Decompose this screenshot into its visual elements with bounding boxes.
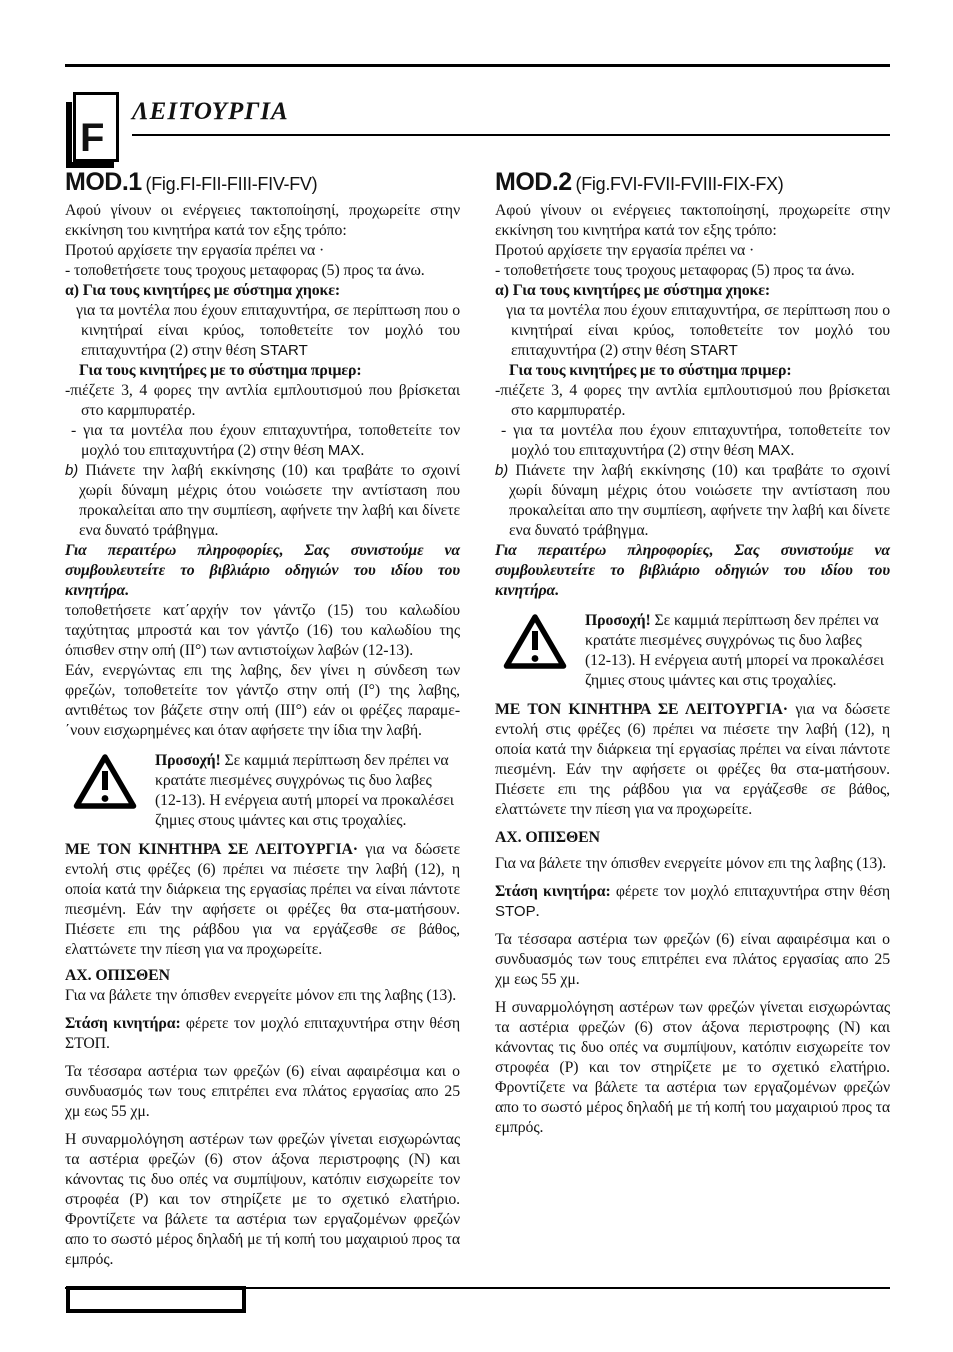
warning-lead: Προσοχή! [155, 752, 221, 769]
stop-label: STOP [495, 903, 536, 920]
footer-box [66, 1286, 246, 1313]
mod1-title: MOD.1 [65, 168, 142, 196]
text: για να δώσετε εντολή στις φρέζες (6) πρέπει να πιέσετε την λαβή (12), η οποία κατά την διάρκεια τηί εργασίας πρέπει να είναι πάντοτε πιεσμένη. Εάν την αφήσετε οι φρέζες θα στα-ματήσουν. Πιέσετε επι της ράβδου για να εργάζεσθε σε βάθος, ελαττώνετε την πίεση για να προχωρείτε. [495, 701, 890, 818]
text: . [790, 442, 795, 459]
max-label: MAX [327, 442, 361, 459]
list-item: -πιέζετε 3, 4 φορες την αντλία εμπλουτισμού που βρίσκεται στο καρμπυρατέρ. [495, 382, 890, 419]
start-label: START [690, 342, 738, 359]
paragraph: Προτού αρχίσετε την εργασία πρέπει να · [65, 242, 325, 259]
paragraph: Τα τέσσαρα αστέρια των φρεζών (6) είναι αφαιρέσιμα και ο συνδυασμός των τους επιτρέπει ενα πλάτος εργασίας απο 25 χμ εως 55 χμ. [65, 1063, 460, 1120]
list-item-b [65, 461, 460, 541]
mod2-figure-refs: (Fig.FVI-FVII-FVIII-FIX-FX) [575, 174, 784, 194]
paragraph: Για να βάλετε την όπισθεν ενεργείτε μόνον επι της λαβης (13). [495, 855, 887, 872]
top-rule [65, 64, 890, 67]
item-marker: b) [495, 462, 509, 479]
paragraph: Η συναρμολόγηση αστέρων των φρεζών γίνεται εισχωρώντας τα αστέρια φρεζών (6) στον άξονα περιστροφης (Ν) και κάνοντας τις δυο οπές να συμπίψουν, κατόπιν εισχωρείτε τον στροφέα (Ρ) και τον στηρίζετε με το σχετικό ελατήριο. Φροντίζετε να βάλετε τα αστέρια των εργαζομένων φρεζών απο το σωστό μέρος δηλαδή με τή κοπή του μαχαιριού προς τα εμπρός. [65, 1131, 460, 1268]
stop-lead: Στάση κινητήρα: [65, 1015, 181, 1032]
engine-running-lead: ΜΕ ΤΟΝ ΚΙΝΗΤΗΡΑ ΣΕ ΛΕΙΤΟΥΡΓΙΑ· [65, 841, 358, 858]
column-mod1 [65, 168, 460, 1270]
paragraph-engine-running [65, 840, 460, 960]
text: Πιάνετε την λαβή εκκίνησης (10) και τραβάτε το σχοινί χωρίι δύναμη μέχρις ότου νοιώσετε την αντίσταση που προκαλείται απο την συμπίεση, αφήνετε την λαβή και δίνετε ενα δυνατό τράβηγμα. [78, 462, 460, 539]
list-item: - τοποθετήσετε τους τροχους μεταφορας (5) προς τα άνω. [65, 262, 425, 279]
warning-text [155, 751, 455, 831]
warning-triangle-icon [73, 751, 137, 831]
tab-page-icon [73, 92, 119, 162]
warning-text [585, 611, 885, 691]
text: . [105, 1035, 110, 1052]
engine-running-lead: ΜΕ ΤΟΝ ΚΙΝΗΤΗΡΑ ΣΕ ΛΕΙΤΟΥΡΓΙΑ· [495, 701, 788, 718]
paragraph [495, 301, 890, 361]
mod1-heading [65, 168, 460, 196]
text: Πιάνετε την λαβή εκκίνησης (10) και τραβάτε το σχοινί χωρίι δύναμη μέχρις ότου νοιώσετε την αντίσταση που προκαλείται απο την συμπίεση, αφήνετε την λαβή και δίνετε ενα δυνατό τράβηγμα. [508, 462, 890, 539]
subheading-reverse: ΑΧ. ΟΠΙΣΘΕΝ [65, 967, 170, 984]
warning-note [73, 751, 460, 831]
subheading-choke: α) Για τους κινητήρες με σύστημα χηοκε: [495, 282, 771, 299]
subheading-primer: Για τους κινητήρες με το σύστημα πριμερ: [79, 362, 362, 379]
stop-lead: Στάση κινητήρα: [495, 883, 611, 900]
stop-label: ΣΤΟΠ [65, 1035, 106, 1052]
paragraph-engine-stop [65, 1014, 460, 1054]
mod2-heading [495, 168, 890, 196]
text: για τα μοντέλα που έχουν επιταχυντήρα, σε περίπτωση που ο κινητήραί είναι κρύος, τοποθετείτε τον μοχλό του επιταχυντήρα (2) στην θέση [76, 302, 460, 359]
paragraph: Για να βάλετε την όπισθεν ενεργείτε μόνον επι της λαβης (13). [65, 987, 457, 1004]
paragraph: τοποθετήσετε κατ΄αρχήν τον γάντζο (15) του καλωδίου ταχύτητας μπροστά και τον γάντζο (16) του καλωδίου της όπισθεν στην οπή (ΙΙ°) των αντιστοίχων λαβών (12-13). [65, 602, 460, 659]
start-label: START [260, 342, 308, 359]
list-item [495, 421, 890, 461]
two-column-layout [65, 168, 890, 1270]
paragraph: Αφού γίνουν οι ενέργειες τακτοποίησηί, προχωρείτε στην εκκίνηση του κινητήρα κατά τον εξης τρόπο: [495, 202, 890, 239]
paragraph-engine-stop [495, 882, 890, 922]
column-mod2 [495, 168, 890, 1270]
warning-triangle-icon [503, 611, 567, 691]
paragraph: Αφού γίνουν οι ενέργειες τακτοποίησηί, προχωρείτε στην εκκίνηση του κινητήρα κατά τον εξης τρόπο: [65, 202, 460, 239]
text: - για τα μοντέλα που έχουν επιταχυντήρα, τοποθετείτε τον μοχλό του επιταχυντήρα (2) στην θέση [501, 422, 890, 459]
list-item: -πιέζετε 3, 4 φορες την αντλία εμπλουτισμού που βρίσκεται στο καρμπυρατέρ. [65, 382, 460, 419]
text: Σε καμμιά περίπτωση δεν πρέπει να κρατάτε πιεσμένες συγχρόνως τις δυο λαβες (12-13). Η ενέργεια αυτή μπορεί να προκαλέσει ζημιες στους ιμάντες και στις τροχαλίες. [155, 752, 454, 829]
tab-letter: F [80, 116, 105, 161]
paragraph: Τα τέσσαρα αστέρια των φρεζών (6) είναι αφαιρέσιμα και ο συνδυασμός των τους επιτρέπει ενα πλάτος εργασίας απο 25 χμ εως 55 χμ. [495, 931, 890, 988]
more-info-note: Για περαιτέρω πληροφορίες, Σας συνιστούμε να συμβουλευτείτε το βιβλιάριο οδηγιών του ιδίου του κινητήρα. [495, 542, 890, 599]
subheading-primer: Για τους κινητήρες με το σύστημα πριμερ: [509, 362, 792, 379]
paragraph-engine-running [495, 700, 890, 820]
warning-note [503, 611, 890, 691]
list-item [65, 421, 460, 461]
list-item-b [495, 461, 890, 541]
more-info-note: Για περαιτέρω πληροφορίες, Σας συνιστούμε να συμβουλευτείτε το βιβλιάριο οδηγιών του ιδίου του κινητήρα. [65, 542, 460, 599]
max-label: MAX [757, 442, 791, 459]
item-marker: b) [65, 462, 79, 479]
paragraph: Η συναρμολόγηση αστέρων των φρεζών γίνεται εισχωρώντας τα αστέρια φρεζών (6) στον άξονα περιστροφης (Ν) και κάνοντας τις δυο οπές να συμπίψουν, κατόπιν εισχωρείτε τον στροφέα (Ρ) και τον στηρίζετε με το σχετικό ελατήριο. Φροντίζετε να βάλετε τα αστέρια των εργαζομένων φρεζών απο το σωστό μέρος δηλαδή με τή κοπή του μαχαιριού προς τα εμπρός. [495, 999, 890, 1136]
paragraph: Προτού αρχίσετε την εργασία πρέπει να · [495, 242, 755, 259]
list-item: - τοποθετήσετε τους τροχους μεταφορας (5) προς τα άνω. [495, 262, 855, 279]
section-tab [66, 92, 120, 168]
mod1-figure-refs: (Fig.FI-FII-FIII-FIV-FV) [145, 174, 318, 194]
paragraph [65, 301, 460, 361]
subheading-choke: α) Για τους κινητήρες με σύστημα χηοκε: [65, 282, 341, 299]
text: για να δώσετε εντολή στις φρέζες (6) πρέπει να πιέσετε την λαβή (12), η οποία κατά την διάρκεια της εργασίας πρέπει να είναι πάντοτε πιεσμένη. Εάν την αφήσετε οι φρέζες θα στα-ματήσουν. Πιέσετε επι της ράβδου για να εργάζεσθε σε βάθος, ελαττώνετε την πίεση για να προχωρείτε. [65, 841, 460, 958]
text: . [360, 442, 365, 459]
paragraph: Εάν, ενεργώντας επι της λαβης, δεν γίνει η σύνδεση των φρεζών, τοποθετείτε τον γάντζο στην οπή (Ι°) της λαβης, αντιθέτως τον βάζετε στην οπή (ΙΙΙ°) εάν οι φρέζες παραμε-΄νουν εισχωρημένες και όταν αφήσετε την ίδια την λαβή. [65, 662, 460, 739]
text: για τα μοντέλα που έχουν επιταχυντήρα, σε περίπτωση που ο κινητήραί είναι κρύος, τοποθετείτε τον μοχλό του επιταχυντήρα (2) στην θέση [506, 302, 890, 359]
title-underline [132, 134, 890, 136]
subheading-reverse: ΑΧ. ΟΠΙΣΘΕΝ [495, 829, 600, 846]
warning-lead: Προσοχή! [585, 612, 651, 629]
text: . [535, 903, 540, 920]
mod2-title: MOD.2 [495, 168, 572, 196]
page-title: ΛΕΙΤΟΥΡΓΙΑ [132, 98, 289, 125]
text: φέρετε τον μοχλό επιταχυντήρα στην θέση [610, 883, 890, 900]
text: - για τα μοντέλα που έχουν επιταχυντήρα, τοποθετείτε τον μοχλό του επιταχυντήρα (2) στην θέση [71, 422, 460, 459]
text: φέρετε τον μοχλό επιταχυντήρα στην θέση [180, 1015, 460, 1032]
text: Σε καμμιά περίπτωση δεν πρέπει να κρατάτε πιεσμένες συγχρόνως τις δυο λαβες (12-13). Η ενέργεια αυτή μπορεί να προκαλέσει ζημιες στους ιμάντες και στις τροχαλίες. [585, 612, 884, 689]
